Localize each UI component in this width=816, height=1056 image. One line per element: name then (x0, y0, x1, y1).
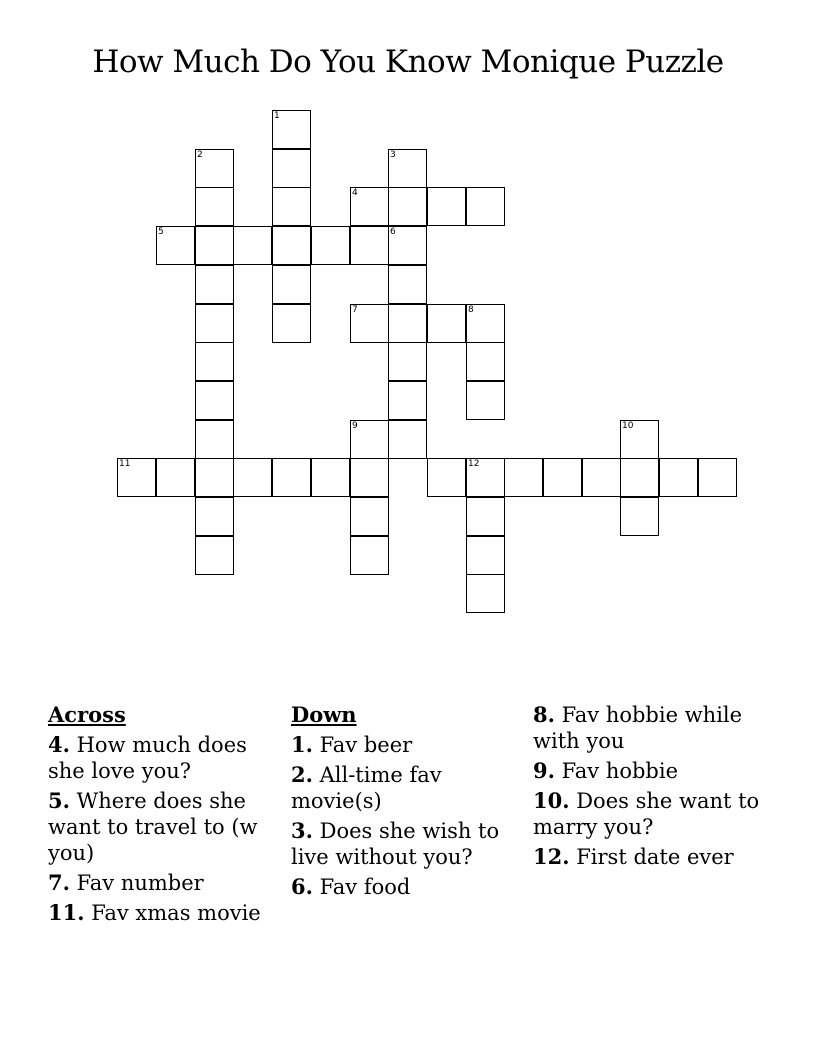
clue-across-5: 5. Where does she want to travel to (w you) (48, 788, 258, 865)
grid-cell[interactable] (195, 149, 234, 188)
grid-cell[interactable] (272, 226, 311, 265)
grid-cell[interactable] (117, 458, 156, 497)
grid-cell[interactable] (195, 304, 234, 343)
grid-cell[interactable] (388, 226, 427, 265)
grid-cell[interactable] (156, 226, 195, 265)
down-clues (291, 702, 531, 904)
grid-cell[interactable] (350, 226, 389, 265)
grid-cell[interactable] (388, 149, 427, 188)
grid-cell[interactable] (272, 304, 311, 343)
grid-cell[interactable] (466, 497, 505, 536)
clue-down-6: 6. Fav food (291, 874, 411, 899)
cell-number: 8 (468, 305, 474, 315)
cell-number: 4 (352, 188, 358, 198)
cell-number: 11 (119, 459, 131, 469)
grid-cell[interactable] (156, 458, 195, 497)
puzzle-title: How Much Do You Know Monique Puzzle (92, 44, 724, 80)
cell-number: 12 (468, 459, 480, 469)
grid-cell[interactable] (195, 458, 234, 497)
grid-cell[interactable] (466, 574, 505, 613)
grid-cell[interactable] (311, 458, 350, 497)
grid-cell[interactable] (388, 420, 427, 459)
down-clues-continued (533, 702, 773, 874)
grid-cell[interactable] (195, 536, 234, 575)
grid-cell[interactable] (195, 187, 234, 226)
grid-cell[interactable] (659, 458, 698, 497)
grid-cell[interactable] (620, 458, 659, 497)
across-heading: Across (48, 702, 126, 727)
cell-number: 10 (622, 421, 634, 431)
clue-down-2: 2. All-time fav movie(s) (291, 762, 442, 813)
grid-cell[interactable] (350, 304, 389, 343)
grid-cell[interactable] (272, 110, 311, 149)
grid-cell[interactable] (233, 226, 272, 265)
cell-number: 2 (197, 150, 203, 160)
grid-cell[interactable] (272, 265, 311, 304)
grid-cell[interactable] (195, 265, 234, 304)
clue-down-1: 1. Fav beer (291, 732, 413, 757)
cell-number: 9 (352, 421, 358, 431)
grid-cell[interactable] (504, 458, 543, 497)
grid-cell[interactable] (350, 187, 389, 226)
clue-down-12: 12. First date ever (533, 844, 734, 869)
grid-cell[interactable] (272, 187, 311, 226)
grid-cell[interactable] (466, 536, 505, 575)
grid-cell[interactable] (195, 226, 234, 265)
grid-cell[interactable] (466, 304, 505, 343)
grid-cell[interactable] (350, 420, 389, 459)
grid-cell[interactable] (698, 458, 737, 497)
grid-cell[interactable] (388, 187, 427, 226)
grid-cell[interactable] (427, 458, 466, 497)
cell-number: 3 (390, 150, 396, 160)
clue-down-3: 3. Does she wish to live without you? (291, 818, 500, 869)
grid-cell[interactable] (466, 381, 505, 420)
grid-cell[interactable] (388, 304, 427, 343)
grid-cell[interactable] (620, 497, 659, 536)
grid-cell[interactable] (427, 304, 466, 343)
grid-cell[interactable] (388, 381, 427, 420)
clue-down-9: 9. Fav hobbie (533, 758, 679, 783)
grid-cell[interactable] (195, 420, 234, 459)
clue-across-4: 4. How much does she love you? (48, 732, 247, 783)
grid-cell[interactable] (388, 265, 427, 304)
grid-cell[interactable] (620, 420, 659, 459)
grid-cell[interactable] (466, 187, 505, 226)
clue-down-8: 8. Fav hobbie while with you (533, 702, 743, 753)
grid-cell[interactable] (272, 458, 311, 497)
cell-number: 7 (352, 305, 358, 315)
grid-cell[interactable] (272, 149, 311, 188)
down-heading: Down (291, 702, 357, 727)
grid-cell[interactable] (233, 458, 272, 497)
clue-across-11: 11. Fav xmas movie (48, 900, 261, 925)
cell-number: 5 (158, 227, 164, 237)
grid-cell[interactable] (388, 342, 427, 381)
grid-cell[interactable] (582, 458, 621, 497)
grid-cell[interactable] (466, 342, 505, 381)
grid-cell[interactable] (311, 226, 350, 265)
clue-down-10: 10. Does she want to marry you? (533, 788, 760, 839)
cell-number: 1 (274, 111, 280, 121)
cell-number: 6 (390, 227, 396, 237)
grid-cell[interactable] (543, 458, 582, 497)
grid-cell[interactable] (350, 497, 389, 536)
grid-cell[interactable] (466, 458, 505, 497)
grid-cell[interactable] (195, 381, 234, 420)
grid-cell[interactable] (195, 342, 234, 381)
clue-across-7: 7. Fav number (48, 870, 204, 895)
grid-cell[interactable] (195, 497, 234, 536)
grid-cell[interactable] (350, 458, 389, 497)
grid-cell[interactable] (350, 536, 389, 575)
across-clues (48, 702, 288, 930)
grid-cell[interactable] (427, 187, 466, 226)
